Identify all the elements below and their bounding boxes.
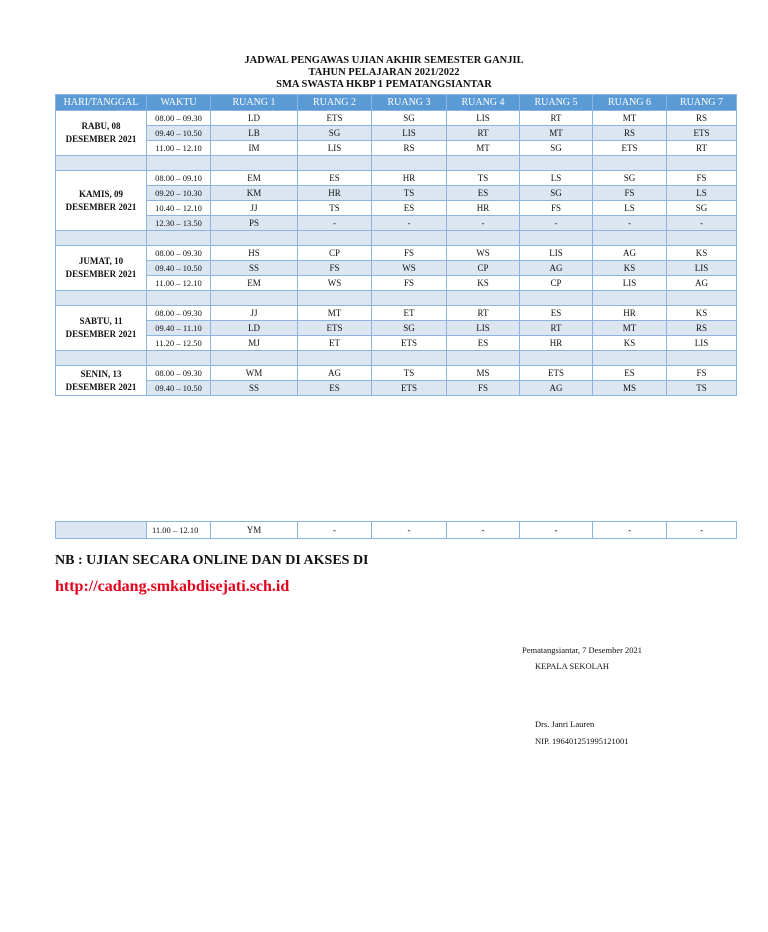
table-row xyxy=(56,216,737,231)
room-cell: SS xyxy=(211,261,298,276)
day-label-line-1: SENIN, 13 xyxy=(80,368,122,379)
room-cell: FS xyxy=(667,366,737,381)
room-cell: MT xyxy=(447,141,520,156)
table-row xyxy=(56,321,737,336)
table-row xyxy=(56,111,737,126)
room-cell: ES xyxy=(298,171,372,186)
signature-role: KEPALA SEKOLAH xyxy=(535,661,610,671)
time-cell: 11.00 – 12.10 xyxy=(147,141,211,156)
room-cell: LD xyxy=(211,111,298,126)
room-cell: ES xyxy=(298,381,372,396)
table-row xyxy=(56,186,737,201)
room-cell: WS xyxy=(372,261,447,276)
room-cell: ETS xyxy=(298,321,372,336)
online-note: NB : UJIAN SECARA ONLINE DAN DI AKSES DI xyxy=(55,553,369,568)
time-cell: 11.00 – 12.10 xyxy=(147,522,211,539)
room-cell: JJ xyxy=(211,201,298,216)
room-cell: LIS xyxy=(667,261,737,276)
room-cell: WM xyxy=(211,366,298,381)
time-cell: 10.40 – 12.10 xyxy=(147,201,211,216)
room-cell: - xyxy=(667,216,737,231)
room-cell: FS xyxy=(372,246,447,261)
day-label-line-1: SABTU, 11 xyxy=(79,316,123,326)
room-cell: MS xyxy=(447,366,520,381)
room-cell: ES xyxy=(447,186,520,201)
table-row xyxy=(56,306,737,321)
room-cell: AG xyxy=(298,366,372,381)
room-cell: - xyxy=(520,216,593,231)
room-cell: RS xyxy=(593,126,667,141)
time-cell: 11.20 – 12.50 xyxy=(147,336,211,351)
room-cell: SG xyxy=(298,126,372,141)
table-row xyxy=(56,366,737,381)
room-cell: ETS xyxy=(372,381,447,396)
room-cell: LIS xyxy=(667,336,737,351)
time-cell: 08.00 – 09.30 xyxy=(147,306,211,321)
table-row xyxy=(56,261,737,276)
room-cell: MS xyxy=(593,381,667,396)
room-cell: FS xyxy=(593,186,667,201)
room-cell: HR xyxy=(298,186,372,201)
room-cell: FS xyxy=(667,171,737,186)
room-cell: KS xyxy=(667,306,737,321)
header-row xyxy=(56,95,737,111)
continuation-table xyxy=(55,521,737,539)
room-cell: SG xyxy=(372,111,447,126)
room-cell: ES xyxy=(447,336,520,351)
room-cell: SS xyxy=(211,381,298,396)
room-cell: - xyxy=(593,216,667,231)
room-cell: HR xyxy=(593,306,667,321)
room-cell: SG xyxy=(372,321,447,336)
room-cell: MT xyxy=(298,306,372,321)
title-line-2: TAHUN PELAJARAN 2021/2022 xyxy=(308,67,460,78)
day-label xyxy=(56,306,147,351)
room-cell: YM xyxy=(211,522,298,539)
room-cell: KS xyxy=(667,246,737,261)
day-separator xyxy=(56,291,737,306)
room-cell: LIS xyxy=(298,141,372,156)
room-cell: PS xyxy=(211,216,298,231)
time-cell: 08.00 – 09.30 xyxy=(147,246,211,261)
room-cell: LIS xyxy=(520,246,593,261)
title-line-3: SMA SWASTA HKBP 1 PEMATANGSIANTAR xyxy=(276,79,492,90)
room-cell: HR xyxy=(520,336,593,351)
room-cell: LIS xyxy=(447,321,520,336)
room-cell: ETS xyxy=(298,111,372,126)
table-row xyxy=(56,126,737,141)
table-row xyxy=(56,201,737,216)
room-cell: HR xyxy=(447,201,520,216)
room-cell: FS xyxy=(298,261,372,276)
time-cell: 08.00 – 09.30 xyxy=(147,111,211,126)
room-cell: - xyxy=(298,216,372,231)
room-cell: FS xyxy=(520,201,593,216)
room-cell: WS xyxy=(298,276,372,291)
room-cell: ES xyxy=(372,201,447,216)
room-cell: RT xyxy=(520,111,593,126)
room-cell: TS xyxy=(372,186,447,201)
time-cell: 09.40 – 10.50 xyxy=(147,381,211,396)
room-cell: ETS xyxy=(372,336,447,351)
empty-day-cell xyxy=(56,522,147,539)
room-cell: - xyxy=(372,522,447,539)
room-cell: MT xyxy=(593,111,667,126)
room-cell: MT xyxy=(520,126,593,141)
time-cell: 12.30 – 13.50 xyxy=(147,216,211,231)
room-cell: - xyxy=(593,522,667,539)
room-cell: TS xyxy=(372,366,447,381)
day-label xyxy=(56,111,147,156)
room-cell: LIS xyxy=(593,276,667,291)
room-cell: - xyxy=(447,522,520,539)
room-cell: EM xyxy=(211,171,298,186)
room-cell: KS xyxy=(447,276,520,291)
room-cell: - xyxy=(520,522,593,539)
title-line-1: JADWAL PENGAWAS UJIAN AKHIR SEMESTER GANJIL xyxy=(244,55,524,66)
room-cell: - xyxy=(667,522,737,539)
room-cell: - xyxy=(372,216,447,231)
room-cell: CP xyxy=(298,246,372,261)
room-cell: LB xyxy=(211,126,298,141)
day-label-line-1: RABU, 08 xyxy=(81,121,121,131)
room-cell: RT xyxy=(447,126,520,141)
time-cell: 09.40 – 11.10 xyxy=(147,321,211,336)
room-cell: IM xyxy=(211,141,298,156)
room-cell: AG xyxy=(520,261,593,276)
room-cell: HR xyxy=(372,171,447,186)
room-cell: FS xyxy=(447,381,520,396)
room-cell: LIS xyxy=(372,126,447,141)
room-cell: AG xyxy=(520,381,593,396)
room-cell: ET xyxy=(372,306,447,321)
signature-name: Drs. Janri Lauren xyxy=(535,719,595,729)
column-header: RUANG 4 xyxy=(447,95,520,111)
room-cell: LS xyxy=(520,171,593,186)
time-cell: 09.40 – 10.50 xyxy=(147,126,211,141)
room-cell: TS xyxy=(447,171,520,186)
room-cell: ETS xyxy=(667,126,737,141)
room-cell: AG xyxy=(593,246,667,261)
room-cell: WS xyxy=(447,246,520,261)
table-row xyxy=(56,141,737,156)
table-row xyxy=(56,246,737,261)
room-cell: KS xyxy=(593,261,667,276)
day-label-line-2: DESEMBER 2021 xyxy=(65,201,137,212)
room-cell: CP xyxy=(520,276,593,291)
signature-nip: NIP. 196401251995121001 xyxy=(535,736,629,746)
room-cell: ETS xyxy=(593,141,667,156)
room-cell: SG xyxy=(593,171,667,186)
room-cell: TS xyxy=(667,381,737,396)
room-cell: HS xyxy=(211,246,298,261)
time-cell: 09.40 – 10.50 xyxy=(147,261,211,276)
room-cell: AG xyxy=(667,276,737,291)
room-cell: SG xyxy=(520,141,593,156)
room-cell: RS xyxy=(667,321,737,336)
continuation-row xyxy=(56,522,737,539)
day-label-line-1: KAMIS, 09 xyxy=(78,188,123,199)
day-label xyxy=(56,246,147,291)
room-cell: RT xyxy=(447,306,520,321)
room-cell: LIS xyxy=(447,111,520,126)
column-header: RUANG 5 xyxy=(520,95,593,111)
column-header: HARI/TANGGAL xyxy=(56,95,147,111)
room-cell: ES xyxy=(593,366,667,381)
room-cell: LS xyxy=(593,201,667,216)
room-cell: LS xyxy=(667,186,737,201)
day-separator xyxy=(56,231,737,246)
schedule-table xyxy=(55,94,737,396)
day-label-line-2: DESEMBER 2021 xyxy=(65,134,137,144)
room-cell: RT xyxy=(520,321,593,336)
room-cell: - xyxy=(298,522,372,539)
time-cell: 08.00 – 09.30 xyxy=(147,366,211,381)
column-header: RUANG 3 xyxy=(372,95,447,111)
day-label xyxy=(56,171,147,231)
room-cell: RS xyxy=(667,111,737,126)
table-row xyxy=(56,276,737,291)
day-separator xyxy=(56,156,737,171)
room-cell: EM xyxy=(211,276,298,291)
room-cell: SG xyxy=(667,201,737,216)
column-header: WAKTU xyxy=(147,95,211,111)
time-cell: 08.00 – 09.10 xyxy=(147,171,211,186)
signature-place-date: Pematangsiantar, 7 Desember 2021 xyxy=(522,645,643,655)
room-cell: KM xyxy=(211,186,298,201)
time-cell: 11.00 – 12.10 xyxy=(147,276,211,291)
day-label xyxy=(56,366,147,396)
room-cell: RT xyxy=(667,141,737,156)
column-header: RUANG 6 xyxy=(593,95,667,111)
table-row xyxy=(56,171,737,186)
column-header: RUANG 2 xyxy=(298,95,372,111)
room-cell: MJ xyxy=(211,336,298,351)
room-cell: KS xyxy=(593,336,667,351)
day-label-line-1: JUMAT, 10 xyxy=(78,256,124,266)
table-row xyxy=(56,336,737,351)
room-cell: MT xyxy=(593,321,667,336)
table-row xyxy=(56,381,737,396)
time-cell: 09.20 – 10.30 xyxy=(147,186,211,201)
room-cell: FS xyxy=(372,276,447,291)
room-cell: RS xyxy=(372,141,447,156)
room-cell: ES xyxy=(520,306,593,321)
exam-link[interactable]: http://cadang.smkabdisejati.sch.id xyxy=(55,578,290,595)
room-cell: SG xyxy=(520,186,593,201)
room-cell: ETS xyxy=(520,366,593,381)
room-cell: JJ xyxy=(211,306,298,321)
day-label-line-2: DESEMBER 2021 xyxy=(65,329,137,339)
room-cell: LD xyxy=(211,321,298,336)
room-cell: CP xyxy=(447,261,520,276)
day-label-line-2: DESEMBER 2021 xyxy=(65,269,137,279)
column-header: RUANG 1 xyxy=(211,95,298,111)
room-cell: ET xyxy=(298,336,372,351)
day-label-line-2: DESEMBER 2021 xyxy=(65,381,137,392)
room-cell: TS xyxy=(298,201,372,216)
day-separator xyxy=(56,351,737,366)
room-cell: - xyxy=(447,216,520,231)
column-header: RUANG 7 xyxy=(667,95,737,111)
